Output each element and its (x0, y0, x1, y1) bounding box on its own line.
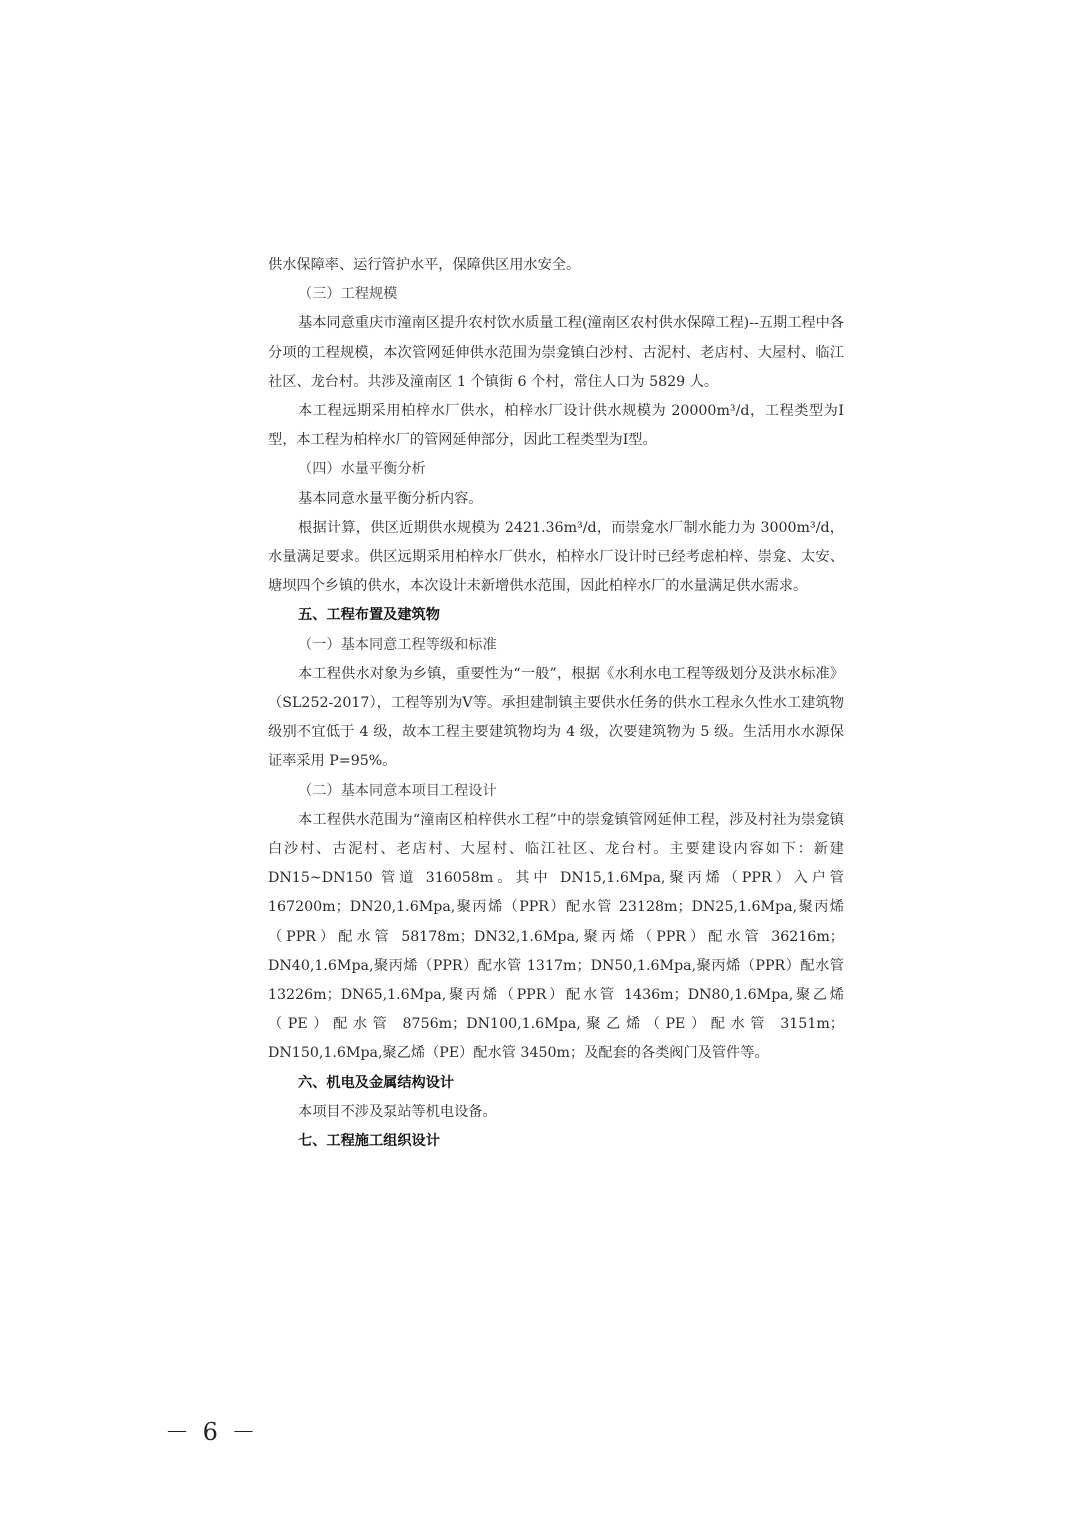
paragraph: 本工程供水对象为乡镇，重要性为“一般”，根据《水利水电工程等级划分及洪水标准》（SL252-2017），工程等别为Ⅴ等。承担建制镇主要供水任务的供水工程永久性水工建筑物级别不宜低于 4 级，故本工程主要建筑物均为 4 级，次要建筑物为 5 级。生活用水水源保证率采用 P=95%。 (268, 665, 844, 770)
paragraph: 基本同意水量平衡分析内容。 (298, 490, 483, 507)
section-heading: 六、机电及金属结构设计 (298, 1074, 455, 1091)
document-body (268, 251, 844, 1156)
section-heading: 七、工程施工组织设计 (298, 1133, 440, 1150)
paragraph: 本工程供水范围为“潼南区柏梓供水工程”中的崇龛镇管网延伸工程，涉及村社为崇龛镇白沙村、古泥村、老店村、大屋村、临江社区、龙台村。主要建设内容如下：新建 DN15~DN150 管道 316058m。其中 DN15,1.6Mpa,聚丙烯（PPR）入户管 167200m；DN20,1.6Mpa,聚丙烯（PPR）配水管 23128m；DN25,1.6Mpa,聚丙烯（PPR）配水管 58178m；DN32,1.6Mpa,聚丙烯（PPR）配水管 36216m；DN40,1.6Mpa,聚丙烯（PPR）配水管 1317m；DN50,1.6Mpa,聚丙烯（PPR）配水管 13226m；DN65,1.6Mpa,聚丙烯（PPR）配水管 1436m；DN80,1.6Mpa,聚乙烯（PE）配水管 8756m；DN100,1.6Mpa,聚乙烯（PE）配水管 3151m；DN150,1.6Mpa,聚乙烯（PE）配水管 3450m；及配套的各类阀门及管件等。 (268, 811, 844, 1062)
subsection-heading: （三）工程规模 (298, 286, 398, 303)
paragraph: 根据计算，供区近期供水规模为 2421.36m³/d，而崇龛水厂制水能力为 3000m³/d，水量满足要求。供区远期采用柏梓水厂供水，柏梓水厂设计时已经考虑柏梓、崇龛、太安、塘坝四个乡镇的供水，本次设计未新增供水范围，因此柏梓水厂的水量满足供水需求。 (268, 519, 844, 595)
paragraph: 基本同意重庆市潼南区提升农村饮水质量工程(潼南区农村供水保障工程)--五期工程中各分项的工程规模，本次管网延伸供水范围为崇龛镇白沙村、古泥村、老店村、大屋村、临江社区、龙台村。共涉及潼南区 1 个镇街 6 个村，常住人口为 5829 人。 (268, 315, 844, 390)
subsection-heading: （一）基本同意工程等级和标准 (298, 636, 497, 653)
subsection-heading: （二）基本同意本项目工程设计 (298, 782, 497, 799)
section-heading: 五、工程布置及建筑物 (298, 607, 440, 624)
subsection-heading: （四）水量平衡分析 (298, 461, 426, 478)
paragraph: 本项目不涉及泵站等机电设备。 (298, 1103, 497, 1120)
page-number: － 6 － (165, 1418, 259, 1446)
paragraph: 供水保障率、运行管护水平，保障供区用水安全。 (268, 257, 581, 273)
paragraph: 本工程远期采用柏梓水厂供水，柏梓水厂设计供水规模为 20000m³/d，工程类型为Ⅰ型，本工程为柏梓水厂的管网延伸部分，因此工程类型为Ⅰ型。 (268, 403, 844, 449)
